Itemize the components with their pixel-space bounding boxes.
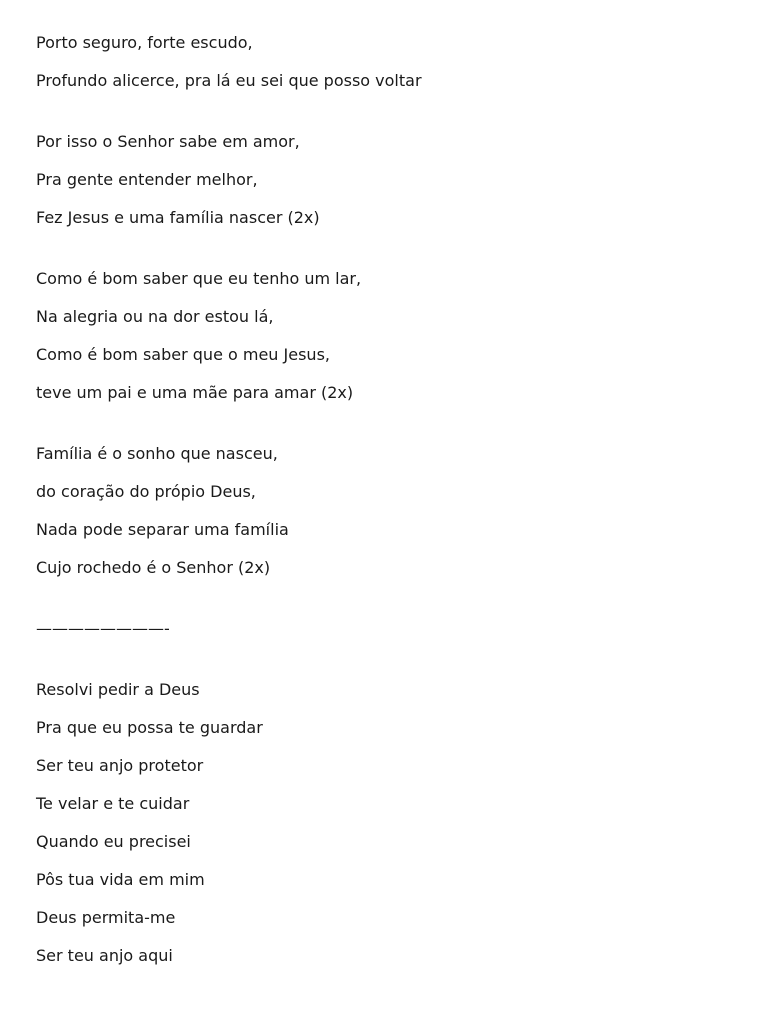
lyric-line: Fez Jesus e uma família nascer (2x): [36, 208, 320, 227]
lyric-line: teve um pai e uma mãe para amar (2x): [36, 383, 354, 402]
lyric-line: Pra gente entender melhor,: [36, 170, 258, 189]
lyric-line: Ser teu anjo aqui: [36, 946, 173, 965]
lyric-line: do coração do própio Deus,: [36, 482, 256, 501]
lyrics-document: [36, 32, 736, 967]
stanza-3: [36, 268, 736, 404]
lyric-line: Na alegria ou na dor estou lá,: [36, 307, 274, 326]
lyric-line: Por isso o Senhor sabe em amor,: [36, 132, 300, 151]
stanza-4: [36, 443, 736, 579]
lyric-line: Resolvi pedir a Deus: [36, 680, 200, 699]
lyric-line: Porto seguro, forte escudo,: [36, 33, 253, 52]
lyric-line: Pra que eu possa te guardar: [36, 718, 263, 737]
lyric-line: Quando eu precisei: [36, 832, 191, 851]
lyric-line: Te velar e te cuidar: [36, 794, 190, 813]
divider-line: ————————-: [36, 619, 170, 638]
lyric-line: Deus permita-me: [36, 908, 176, 927]
section-divider: [36, 618, 736, 640]
lyric-line: Como é bom saber que eu tenho um lar,: [36, 269, 362, 288]
stanza-2: [36, 131, 736, 229]
lyric-line: Cujo rochedo é o Senhor (2x): [36, 558, 271, 577]
lyric-line: Profundo alicerce, pra lá eu sei que posso voltar: [36, 71, 422, 90]
lyric-line: Como é bom saber que o meu Jesus,: [36, 345, 330, 364]
lyric-line: Pôs tua vida em mim: [36, 870, 205, 889]
lyric-line: Família é o sonho que nasceu,: [36, 444, 278, 463]
lyric-line: Ser teu anjo protetor: [36, 756, 204, 775]
lyric-line: Nada pode separar uma família: [36, 520, 289, 539]
stanza-1: [36, 32, 736, 92]
stanza-5: [36, 679, 736, 967]
